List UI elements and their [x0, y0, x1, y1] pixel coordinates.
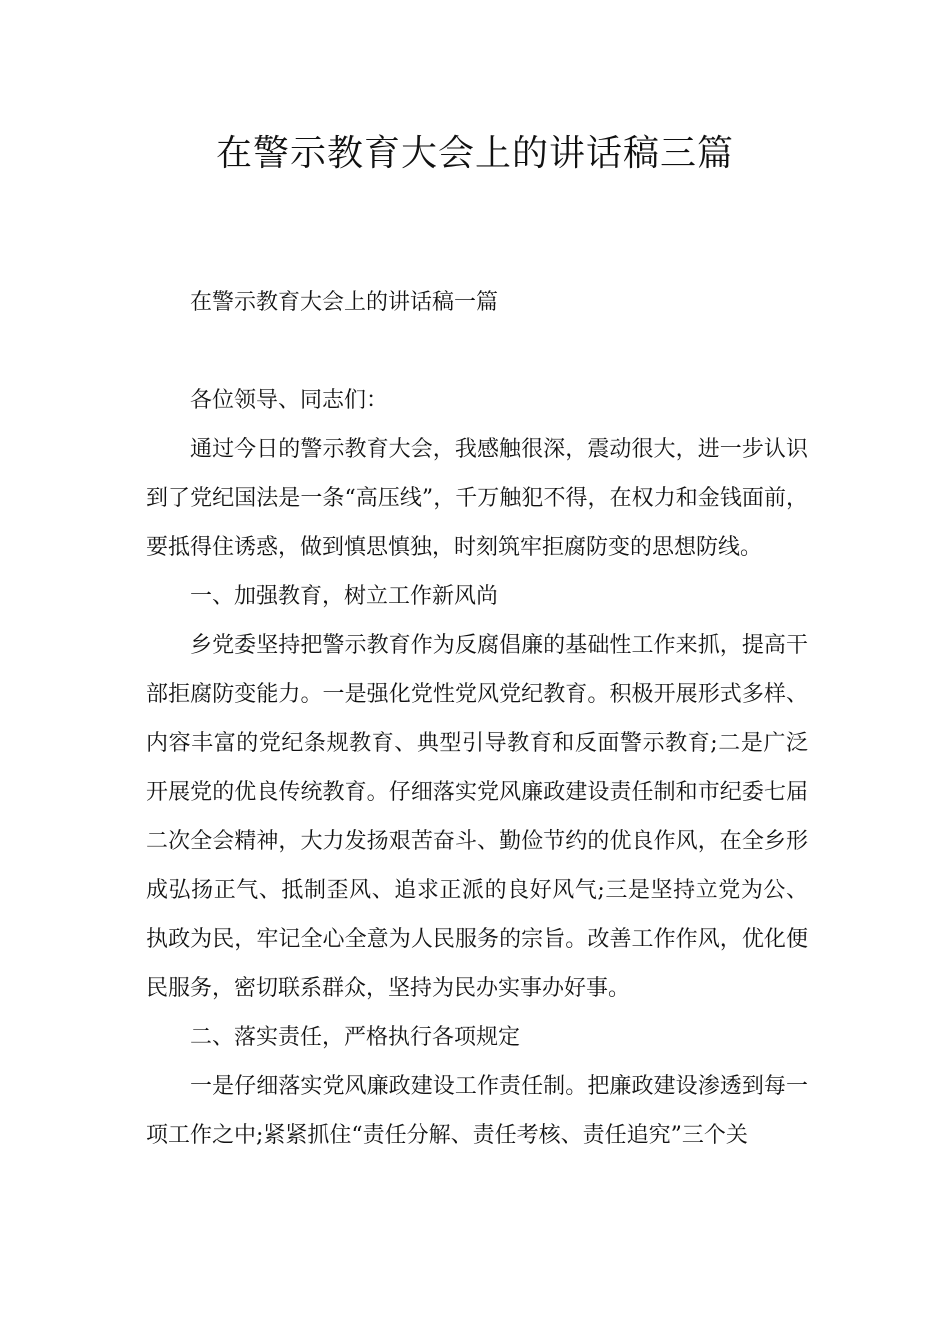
paragraph-section-1: 乡党委坚持把警示教育作为反腐倡廉的基础性工作来抓，提高干部拒腐防变能力。一是强化党性党风党纪教育。积极开展形式多样、内容丰富的党纪条规教育、典型引导教育和反面警示教育;二是广泛开展党的优良传统教育。仔细落实党风廉政建设责任制和市纪委七届二次全会精神，大力发扬艰苦奋斗、勤俭节约的优良作风，在全乡形成弘扬正气、抵制歪风、追求正派的良好风气;三是坚持立党为公、执政为民，牢记全心全意为人民服务的宗旨。改善工作作风，优化便民服务，密切联系群众，坚持为民办实事办好事。 — [146, 633, 808, 1001]
document-body — [146, 425, 808, 1160]
section-heading-1: 一、加强教育，树立工作新风尚 — [190, 584, 499, 609]
greeting-line: 各位领导、同志们： — [190, 388, 389, 413]
paragraph-section-2: 一是仔细落实党风廉政建设工作责任制。把廉政建设渗透到每一项工作之中;紧紧抓住“责任分解、责任考核、责任追究”三个关 — [146, 1074, 808, 1148]
document-title: 在警示教育大会上的讲话稿三篇 — [215, 133, 734, 174]
paragraph-intro: 通过今日的警示教育大会，我感触很深，震动很大，进一步认识到了党纪国法是一条“高压线”，千万触犯不得，在权力和金钱面前，要抵得住诱惑，做到慎思慎独，时刻筑牢拒腐防变的思想防线。 — [146, 437, 808, 560]
section-heading-2: 二、落实责任，严格执行各项规定 — [190, 1025, 521, 1050]
speech-subtitle: 在警示教育大会上的讲话稿一篇 — [190, 290, 499, 315]
